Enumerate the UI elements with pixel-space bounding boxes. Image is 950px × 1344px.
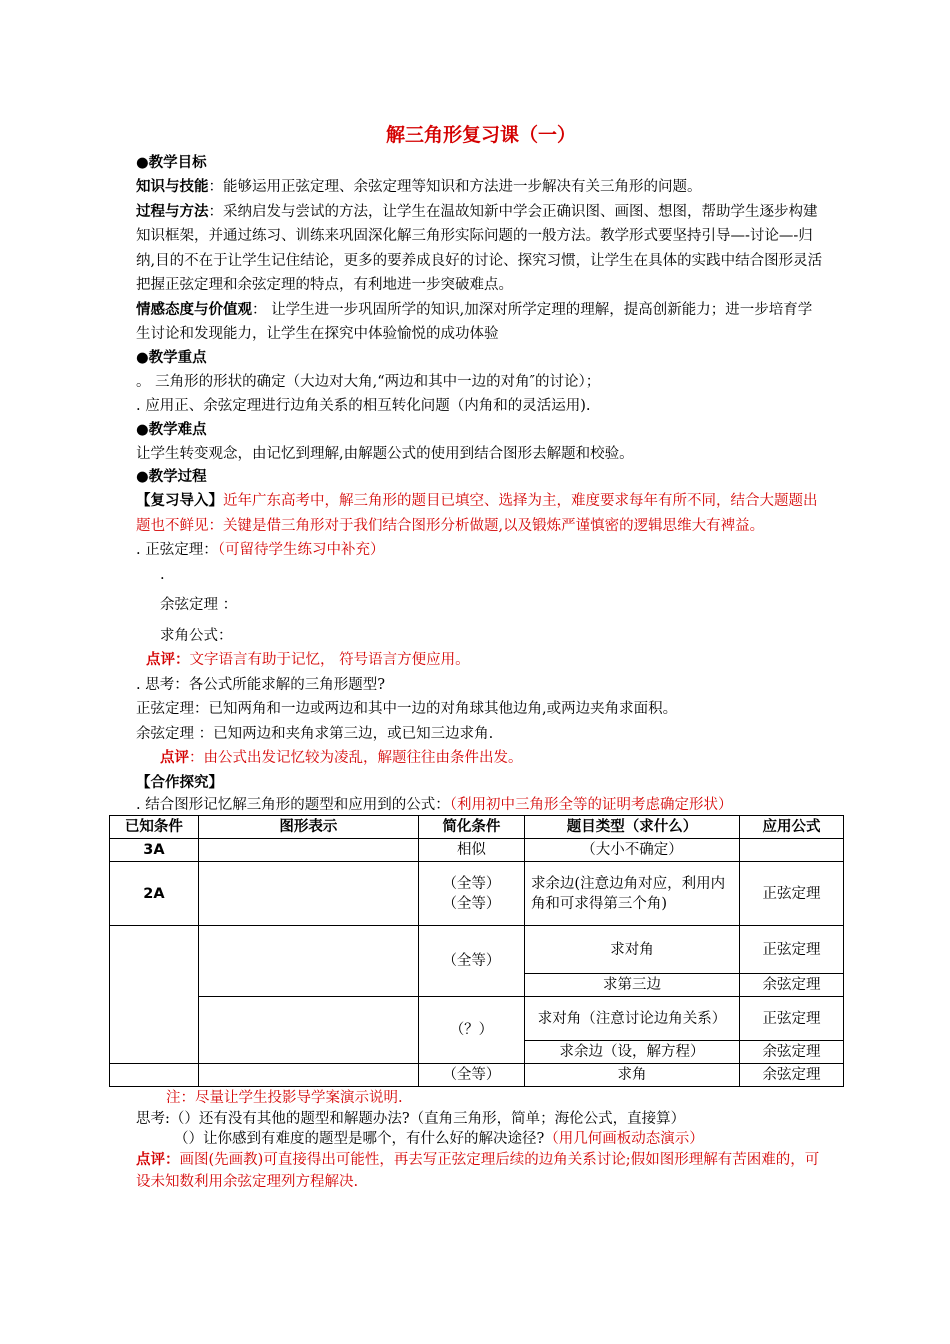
table-note: 注：尽量让学生投影导学案演示说明. <box>166 1090 403 1106</box>
table-row <box>110 839 844 862</box>
emotion-text: ： 让学生进一步巩固所学的知识,加深对所学定理的理解，提高创新能力；进一步培育学生讨论和发现能力，让学生在探究中体验愉悦的成功体验 <box>136 301 813 342</box>
sine-note: （可留待学生练习中补充） <box>217 542 385 558</box>
table-cell: 余弦定理 <box>739 1064 843 1087</box>
table-cell: 求对角（注意讨论边角关系） <box>524 997 739 1041</box>
table-cell: 求角 <box>524 1064 739 1087</box>
table-cell <box>198 862 418 926</box>
table-row <box>110 926 844 974</box>
document-page <box>124 120 826 1193</box>
comment-1-label: 点评： <box>146 652 190 668</box>
table-row <box>110 862 844 926</box>
knowledge-label: 知识与技能 <box>136 179 209 195</box>
dot-line: . <box>160 566 165 583</box>
cosine-line: 余弦定理 ： <box>160 597 238 613</box>
comment-2-text: ：由公式出发记忆较为凌乱，解题往往由条件出发。 <box>189 750 523 766</box>
table-cell: 求对角 <box>524 926 739 974</box>
review-paragraph <box>136 489 826 538</box>
knowledge-text: ：能够运用正弦定理、余弦定理等知识和方法进一步解决有关三角形的问题。 <box>208 179 702 195</box>
comment-3 <box>136 1149 826 1193</box>
table-cell: 3A <box>110 839 199 862</box>
comment-2-label: 点评 <box>160 750 189 766</box>
table-cell: 2A <box>110 862 199 926</box>
table-cell <box>198 997 418 1064</box>
emotion-paragraph <box>136 298 826 347</box>
emotion-label: 情感态度与价值观 <box>136 301 252 318</box>
think-2-note: （用几何画板动态演示） <box>544 1131 704 1147</box>
angle-formula-line: 求角公式： <box>160 627 233 644</box>
coop-label: 【合作探究】 <box>136 774 223 791</box>
table-row <box>110 997 844 1041</box>
table-cell <box>739 839 843 862</box>
think-2 <box>136 1129 826 1149</box>
goals-heading: ●教学目标 <box>136 155 207 171</box>
coop-note: （利用初中三角形全等的证明考虑确定形状） <box>449 797 733 813</box>
review-text: 近年广东高考中，解三角形的题目已填空、选择为主，难度要求每年有所不同，结合大题题出题也不鲜见：关键是借三角形对于我们结合图形分析做题,以及锻炼严谨慎密的逻辑思维大有裨益。 <box>136 493 818 534</box>
sine-line <box>136 538 826 563</box>
table-header: 应用公式 <box>739 816 843 839</box>
key-point-2: . 应用正、余弦定理进行边角关系的相互转化问题（内角和的灵活运用). <box>136 398 591 414</box>
sine-label: . 正弦定理： <box>136 542 218 558</box>
table-header: 图形表示 <box>198 816 418 839</box>
table-cell <box>198 926 418 997</box>
table-cell: 正弦定理 <box>739 997 843 1041</box>
comment-1 <box>136 648 826 673</box>
think-1: 思考:（）还有没有其他的题型和解题办法?（直角三角形，简单；海伦公式，直接算） <box>136 1111 686 1127</box>
table-cell <box>110 926 199 1064</box>
summary-table <box>109 815 844 1087</box>
table-header: 已知条件 <box>110 816 199 839</box>
table-header-row <box>110 816 844 839</box>
table-header: 题目类型（求什么） <box>524 816 739 839</box>
process-heading: ●教学过程 <box>136 469 207 485</box>
page-title: 解三角形复习课（一） <box>385 124 576 146</box>
coop-paragraph <box>136 795 826 815</box>
knowledge-paragraph <box>136 175 826 200</box>
think-line: . 思考：各公式所能求解的三角形题型? <box>136 676 385 693</box>
table-cell <box>110 1064 199 1087</box>
cosine-use: 余弦定理 ：已知两边和夹角求第三边，或已知三边求角. <box>136 725 494 742</box>
table-cell: 求余边（设，解方程） <box>524 1041 739 1064</box>
review-label: 【复习导入】 <box>136 493 223 509</box>
table-row <box>110 1064 844 1087</box>
difficulty-heading: ●教学难点 <box>136 421 207 438</box>
process-text: ：采纳启发与尝试的方法，让学生在温故知新中学会正确识图、画图、想图，帮助学生逐步构建知识框架，并通过练习、训练来巩固深化解三角形实际问题的一般方法。教学形式要坚持引导—-讨论—-归纳,目的不在于让学生记住结论，更多的要养成良好的讨论、探究习惯，让学生在具体的实践中结合图形灵活把握正弦定理和余弦定理的特点，有利地进一步突破难点。 <box>136 203 823 293</box>
table-cell: （全等） <box>418 926 524 997</box>
coop-text: . 结合图形记忆解三角形的题型和应用到的公式： <box>136 797 450 813</box>
think-2-text: （）让你感到有难度的题型是哪个，有什么好的解决途径? <box>174 1131 545 1147</box>
process-paragraph <box>136 200 826 298</box>
comment-1-text: 文字语言有助于记忆， 符号语言方便应用。 <box>189 652 470 668</box>
comment-2 <box>136 746 826 771</box>
table-cell: （全等） （全等） <box>418 862 524 926</box>
key-point-1: 。 三角形的形状的确定（大边对大角,“两边和其中一边的对角″的讨论）； <box>136 373 601 390</box>
comment-3-text: 画图(先画教)可直接得出可能性，再去写正弦定理后续的边角关系讨论;假如图形理解有苦困难的，可设未知数利用余弦定理列方程解决. <box>136 1152 820 1190</box>
coop-heading <box>136 771 826 796</box>
key-points-heading: ●教学重点 <box>136 349 207 366</box>
table-cell: 求余边(注意边角对应，利用内角和可求得第三个角) <box>524 862 739 926</box>
process-label: 过程与方法 <box>136 203 209 220</box>
table-cell: 余弦定理 <box>739 974 843 997</box>
table-cell: 余弦定理 <box>739 1041 843 1064</box>
table-header: 简化条件 <box>418 816 524 839</box>
table-cell: （大小不确定） <box>524 839 739 862</box>
table-cell <box>198 1064 418 1087</box>
sine-use: 正弦定理：已知两角和一边或两边和其中一边的对角球其他边角,或两边夹角求面积。 <box>136 701 678 717</box>
table-cell: 求第三边 <box>524 974 739 997</box>
comment-3-label: 点评： <box>136 1152 180 1168</box>
table-cell: 正弦定理 <box>739 862 843 926</box>
table-cell: 正弦定理 <box>739 926 843 974</box>
table-cell <box>198 839 418 862</box>
difficulty-text: 让学生转变观念，由记忆到理解,由解题公式的使用到结合图形去解题和校验。 <box>136 445 634 462</box>
table-cell: （？） <box>418 997 524 1064</box>
table-cell: （全等） <box>418 1064 524 1087</box>
table-cell: 相似 <box>418 839 524 862</box>
